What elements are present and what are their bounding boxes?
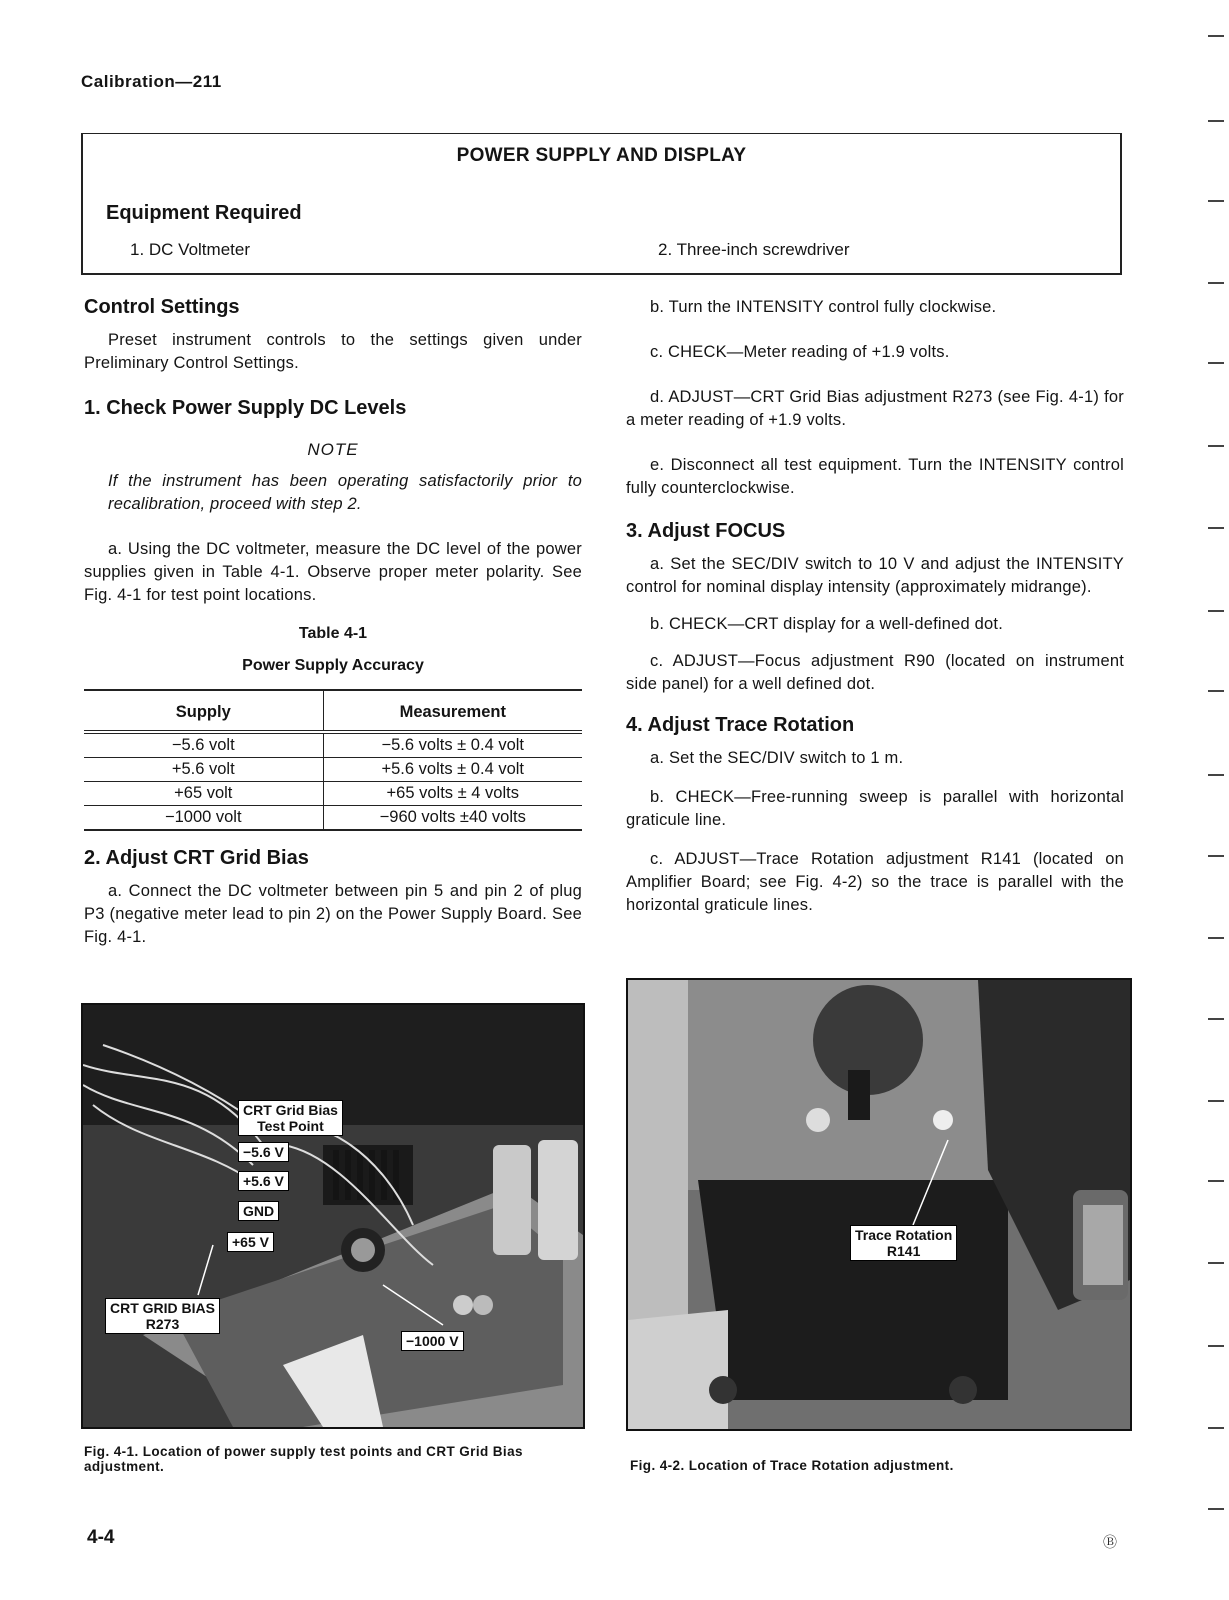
paragraph: c. ADJUST—Trace Rotation adjustment R141 (located on Amplifier Board; see Fig. 4-2) so the trace is parallel with the horizontal graticule lines. bbox=[626, 850, 1124, 914]
margin-mark bbox=[1208, 35, 1224, 37]
margin-mark bbox=[1208, 1345, 1224, 1347]
table-cell: −5.6 volts ± 0.4 volt bbox=[323, 732, 582, 758]
margin-mark bbox=[1208, 1508, 1224, 1510]
margin-mark bbox=[1208, 1180, 1224, 1182]
amplifier-board-image bbox=[628, 980, 1130, 1429]
paragraph: a. Connect the DC voltmeter between pin 5 and pin 2 of plug P3 (negative meter lead to pin 2) on the Power Supply Board. See Fig. 4-1. bbox=[84, 882, 582, 946]
paragraph: c. ADJUST—Focus adjustment R90 (located on instrument side panel) for a well defined dot. bbox=[626, 652, 1124, 693]
note-title: NOTE bbox=[307, 440, 359, 459]
power-supply-table bbox=[84, 689, 582, 831]
figure-4-1-caption: Fig. 4-1. Location of power supply test points and CRT Grid Bias adjustment. bbox=[84, 1444, 523, 1474]
note-text: If the instrument has been operating satisfactorily prior to recalibration, proceed with step 2. bbox=[108, 472, 582, 513]
margin-mark bbox=[1208, 937, 1224, 939]
neg-1000v-label: −1000 V bbox=[401, 1331, 464, 1351]
equipment-box bbox=[81, 133, 1122, 275]
left-column bbox=[84, 296, 582, 949]
margin-mark bbox=[1208, 1018, 1224, 1020]
margin-mark bbox=[1208, 1427, 1224, 1429]
margin-mark bbox=[1208, 690, 1224, 692]
margin-mark bbox=[1208, 282, 1224, 284]
table-cell: −960 volts ±40 volts bbox=[323, 806, 582, 831]
table-row bbox=[84, 806, 582, 831]
table-subtitle: Power Supply Accuracy bbox=[242, 657, 424, 674]
margin-mark bbox=[1208, 120, 1224, 122]
table-cell: +65 volts ± 4 volts bbox=[323, 782, 582, 806]
paragraph: b. CHECK—Free-running sweep is parallel with horizontal graticule line. bbox=[626, 788, 1124, 829]
table-row bbox=[84, 782, 582, 806]
paragraph: b. Turn the INTENSITY control fully clockwise. bbox=[650, 298, 997, 316]
table-cell: +5.6 volt bbox=[84, 758, 323, 782]
table-header: Measurement bbox=[323, 690, 582, 732]
pos-65v-label: +65 V bbox=[227, 1232, 274, 1252]
paragraph: e. Disconnect all test equipment. Turn the INTENSITY control fully counterclockwise. bbox=[626, 456, 1124, 497]
crt-grid-bias-r273-label: CRT GRID BIAS R273 bbox=[105, 1298, 220, 1334]
figure-4-2-caption: Fig. 4-2. Location of Trace Rotation adjustment. bbox=[630, 1458, 954, 1473]
paragraph: c. CHECK—Meter reading of +1.9 volts. bbox=[650, 343, 950, 361]
margin-mark bbox=[1208, 855, 1224, 857]
table-header: Supply bbox=[84, 690, 323, 732]
section-title: POWER SUPPLY AND DISPLAY bbox=[456, 145, 747, 166]
figure-4-2-photo bbox=[626, 978, 1132, 1431]
paragraph: b. CHECK—CRT display for a well-defined dot. bbox=[650, 615, 1004, 633]
control-settings-heading: Control Settings bbox=[84, 296, 240, 318]
table-row bbox=[84, 732, 582, 758]
step-heading: 3. Adjust FOCUS bbox=[626, 520, 786, 542]
figure-4-1-photo bbox=[81, 1003, 585, 1429]
power-supply-board-image bbox=[83, 1005, 583, 1427]
margin-mark bbox=[1208, 527, 1224, 529]
equipment-item: 1. DC Voltmeter bbox=[130, 240, 250, 259]
table-cell: −5.6 volt bbox=[84, 732, 323, 758]
grid-bias-test-point-label: CRT Grid Bias Test Point bbox=[238, 1100, 343, 1136]
equipment-item: 2. Three-inch screwdriver bbox=[658, 240, 850, 259]
table-cell: +5.6 volts ± 0.4 volt bbox=[323, 758, 582, 782]
neg-5-6v-label: −5.6 V bbox=[238, 1142, 289, 1162]
margin-mark bbox=[1208, 774, 1224, 776]
pos-5-6v-label: +5.6 V bbox=[238, 1171, 289, 1191]
step-heading: 1. Check Power Supply DC Levels bbox=[84, 397, 407, 419]
table-caption: Table 4-1 bbox=[298, 625, 368, 642]
margin-mark bbox=[1208, 610, 1224, 612]
step-heading: 2. Adjust CRT Grid Bias bbox=[84, 847, 309, 869]
paragraph: a. Using the DC voltmeter, measure the DC level of the power supplies given in Table 4-1. Observe proper meter polarity. See Fig. 4-1 for test point locations. bbox=[84, 540, 582, 604]
right-column bbox=[626, 296, 1124, 917]
revision-mark: Ⓑ bbox=[1103, 1534, 1117, 1550]
paragraph: Preset instrument controls to the settings given under Preliminary Control Settings. bbox=[84, 331, 582, 372]
margin-mark bbox=[1208, 1100, 1224, 1102]
page-number: 4-4 bbox=[87, 1527, 115, 1548]
trace-rotation-r141-label: Trace Rotation R141 bbox=[850, 1225, 957, 1261]
paragraph: a. Set the SEC/DIV switch to 1 m. bbox=[650, 749, 904, 767]
margin-mark bbox=[1208, 1262, 1224, 1264]
margin-mark bbox=[1208, 200, 1224, 202]
step-heading: 4. Adjust Trace Rotation bbox=[626, 714, 855, 736]
paragraph: d. ADJUST—CRT Grid Bias adjustment R273 (see Fig. 4-1) for a meter reading of +1.9 volts. bbox=[626, 388, 1124, 429]
table-cell: −1000 volt bbox=[84, 806, 323, 831]
margin-mark bbox=[1208, 362, 1224, 364]
running-header: Calibration—211 bbox=[81, 72, 222, 91]
table-cell: +65 volt bbox=[84, 782, 323, 806]
paragraph: a. Set the SEC/DIV switch to 10 V and adjust the INTENSITY control for nominal display intensity (approximately midrange). bbox=[626, 555, 1124, 596]
table-row bbox=[84, 758, 582, 782]
equipment-heading: Equipment Required bbox=[106, 202, 302, 224]
gnd-label: GND bbox=[238, 1201, 279, 1221]
margin-mark bbox=[1208, 445, 1224, 447]
